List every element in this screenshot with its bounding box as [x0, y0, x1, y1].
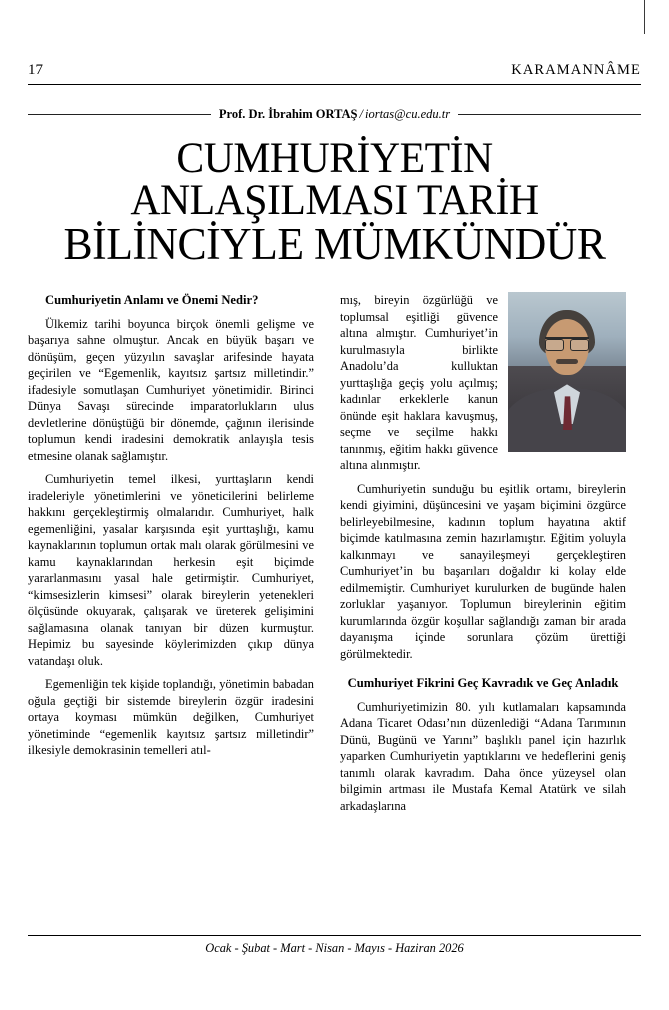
paragraph: Ülkemiz tarihi boyunca birçok önemli gelişme ve başarıya sahne olmuştur. Ancak en büyük başarı ve dönüşüm, geçen yüzyılın savaşlar arifesinde hayata geçirilen ve “Egemenlik, kayıtsız şartsız milletindir.” ifadesiyle somutlaşan Cumhuriyet yönetimidir. Birinci Dünya Savaşı sürecinde imparatorlukların ulus devletlerine dönüştüğü bir dönemde, çağının ilerisinde toplumun kendi iradesini demokratik anlayışla tesis etmesine olanak sağlamıştır. [28, 316, 314, 463]
column-right [340, 292, 626, 821]
paragraph: mış, bireyin özgürlüğü ve toplumsal eşitliği güvence altına almıştır. Cumhuriyet’in kurulmasıyla birlikte Anadolu’da kulluktan yurttaşlığa geçiş yolu açılmış; kadınlar erkeklerle kanun önünde eşit haklara kavuşmuş, seçme ve seçilme hakkı tanınmış, eğitim hakkı güvence altına alınmıştır. [340, 293, 498, 473]
glasses-icon [545, 337, 589, 350]
author-email[interactable]: iortas@cu.edu.tr [364, 107, 451, 121]
headline-line-2: ANLAŞILMASI TARİH [130, 177, 539, 225]
byline-separator: / [359, 107, 363, 121]
byline-rule-left [28, 114, 211, 115]
headline-line-1: CUMHURİYETİN [176, 135, 493, 182]
column-left [28, 292, 314, 821]
byline-row [20, 107, 649, 122]
journal-title: KARAMANNÂME [511, 62, 641, 78]
author-photo-block [508, 292, 626, 452]
page-number: 17 [28, 62, 43, 78]
author-photo [508, 292, 626, 452]
author-name: Prof. Dr. İbrahim ORTAŞ [218, 107, 358, 121]
paragraph: Cumhuriyetin sunduğu bu eşitlik ortamı, bireylerin kendi giyimini, düşüncesini ve yaşam biçimini özgürce belirleyebilmesine, kadının toplum hayatına aktif biçimde katılmasına zemin hazırlamıştır. Eğitim yoluyla kalkınmayı ve sanayileşmeyi gerçekleştiren Cumhuriyet’in bu başarıları doğaldır ki kolay elde edilmemiştir. Cumhuriyet kurulurken de bugünde halen zorluklar yaşanıyor. Toplumun bireylerinin eğitim kurumlarında özgür koşullar sağlandığı zaman bir arada dayanışma içinde sorunlara çözüm ürettiği görülmektedir. [340, 481, 626, 661]
headline-line-3: BİLİNCİYLE MÜMKÜNDÜR [63, 219, 606, 270]
issue-date-line: Ocak - Şubat - Mart - Nisan - Mayıs - Haziran 2026 [205, 941, 464, 955]
subheading-1: Cumhuriyetin Anlamı ve Önemi Nedir? [45, 293, 259, 308]
page-content [20, 62, 649, 821]
paragraph: Cumhuriyetin temel ilkesi, yurttaşların kendi iradeleriyle yönetimlerini ve yöneticilerini belirleme hakkını gerçekleştirmiş olmalarıdır. Cumhuriyet, halk egemenliğini, yasalar karşısında eşit yurttaşlığı, kamu kaynaklarının toplumun ortak malı olarak görülmesini ve kamu kaynaklarından herkesin eşit biçimde yararlanmasını yasal hale getirmiştir. Cumhuriyet, “kimsesizlerin kimsesi” olarak bireylerin yetenekleri ölçüsünde okuyarak, çalışarak ve üreterek gelişimini sağlamasına olanak tanıyan bir düzen kurmuştur. Hepimiz bu sayesinde köylerimizden çıkıp dünya vatandaşı oluk. [28, 472, 314, 668]
byline-rule-right [458, 114, 641, 115]
running-header [20, 62, 649, 79]
print-registration-mark [644, 0, 645, 34]
paragraph: Egemenliğin tek kişide toplandığı, yönetimin babadan oğula geçtiği bir sistemde bireylerin özgür iradesini ortaya koyması mümkün değilken, Cumhuriyet yönetiminde “egemenlik kayıtsız şartsız milletindir” ilkesiyle demokrasinin temelleri atıl- [28, 677, 314, 758]
header-divider [28, 84, 641, 85]
subheading-2: Cumhuriyet Fikrini Geç Kavradık ve Geç Anladık [347, 676, 619, 691]
footer-divider [28, 935, 641, 936]
article-headline [20, 135, 649, 270]
paragraph: Cumhuriyetimizin 80. yılı kutlamaları kapsamında Adana Ticaret Odası’nın düzenlediği “Adana Tarımının Dünü, Bugünü ve Yarını” başlıklı panel için hazırlık yaparken Cumhuriyetin yaptıklarını ve hedeflerini geniş tanımlı olarak kavradım. Daha önce yüzeysel olan bilgimin artması ile Mustafa Kemal Atatürk ve silah arkadaşlarına [340, 699, 626, 813]
page-footer [28, 935, 641, 956]
article-body [20, 292, 649, 821]
photo-mustache [556, 359, 578, 364]
byline [219, 107, 450, 122]
